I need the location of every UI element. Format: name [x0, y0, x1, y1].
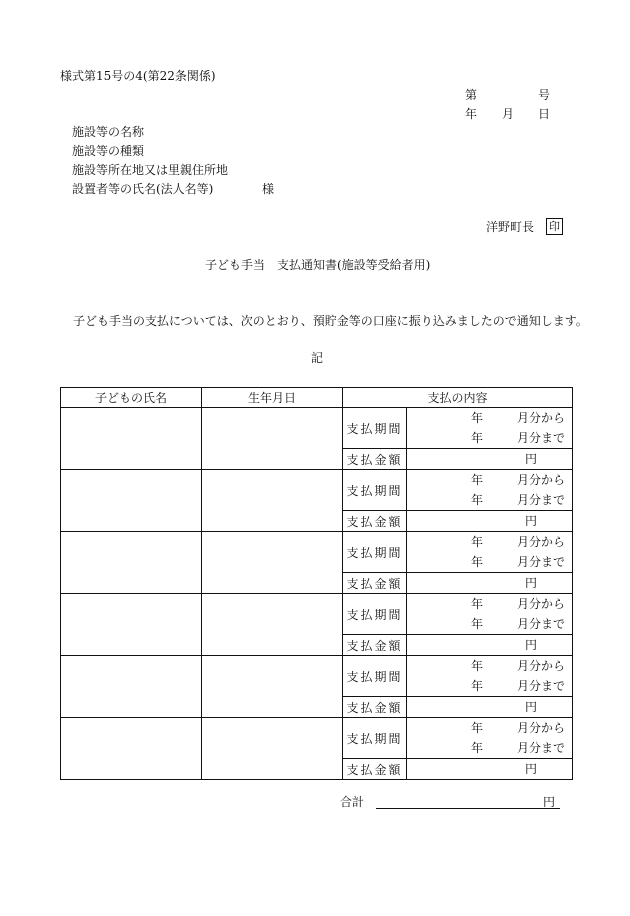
period-value-cell[interactable] — [407, 594, 573, 635]
amount-label: 支払金額 — [343, 449, 407, 470]
amount-yen: 円 — [525, 514, 538, 528]
date-year: 年 — [465, 107, 478, 121]
period-to-month: 月分まで — [517, 431, 566, 445]
doc-number-prefix: 第 — [465, 88, 478, 102]
period-value-cell[interactable] — [407, 408, 573, 449]
amount-yen: 円 — [525, 638, 538, 652]
birth-date-cell[interactable] — [202, 718, 343, 780]
period-from-month: 月分から — [517, 659, 566, 673]
period-to-year: 年 — [471, 431, 484, 445]
amount-label: 支払金額 — [343, 697, 407, 718]
birth-date-cell[interactable] — [202, 470, 343, 532]
amount-yen: 円 — [525, 700, 538, 714]
child-name-cell[interactable] — [61, 594, 202, 656]
period-from-year: 年 — [471, 659, 484, 673]
child-name-cell[interactable] — [61, 718, 202, 780]
seal-mark: 印 — [546, 218, 563, 235]
period-from-month: 月分から — [517, 411, 566, 425]
amount-value-cell[interactable] — [407, 573, 573, 594]
period-label: 支払期間 — [343, 532, 407, 573]
period-from-month: 月分から — [517, 721, 566, 735]
header-child-name: 子どもの氏名 — [61, 388, 202, 408]
period-to-year: 年 — [471, 741, 484, 755]
total-yen: 円 — [543, 795, 556, 809]
period-value-cell[interactable] — [407, 532, 573, 573]
period-value-cell[interactable] — [407, 656, 573, 697]
period-label: 支払期間 — [343, 656, 407, 697]
period-to-year: 年 — [471, 555, 484, 569]
period-label: 支払期間 — [343, 470, 407, 511]
amount-label: 支払金額 — [343, 573, 407, 594]
issuer-name: 洋野町長 — [486, 220, 535, 234]
period-to-year: 年 — [471, 493, 484, 507]
amount-yen: 円 — [525, 452, 538, 466]
document-title: 子ども手当 支払通知書(施設等受給者用) — [205, 258, 431, 272]
amount-value-cell[interactable] — [407, 635, 573, 656]
amount-label: 支払金額 — [343, 759, 407, 780]
addressee-facility-type: 施設等の種類 — [72, 144, 145, 158]
amount-value-cell[interactable] — [407, 511, 573, 532]
amount-value-cell[interactable] — [407, 759, 573, 780]
addressee-facility-name: 施設等の名称 — [72, 125, 145, 139]
date-day: 日 — [538, 107, 551, 121]
table-row — [61, 532, 573, 573]
child-name-cell[interactable] — [61, 470, 202, 532]
period-to-year: 年 — [471, 679, 484, 693]
period-from-year: 年 — [471, 473, 484, 487]
birth-date-cell[interactable] — [202, 532, 343, 594]
amount-label: 支払金額 — [343, 511, 407, 532]
period-from-year: 年 — [471, 597, 484, 611]
total-label: 合計 — [340, 795, 365, 809]
period-to-month: 月分まで — [517, 617, 566, 631]
period-to-month: 月分まで — [517, 679, 566, 693]
period-to-month: 月分まで — [517, 493, 566, 507]
addressee-owner-name: 設置者等の氏名(法人名等) — [72, 182, 214, 196]
period-from-month: 月分から — [517, 473, 566, 487]
period-label: 支払期間 — [343, 718, 407, 759]
table-row — [61, 594, 573, 635]
period-from-month: 月分から — [517, 535, 566, 549]
period-value-cell[interactable] — [407, 470, 573, 511]
header-birth-date: 生年月日 — [202, 388, 343, 408]
table-header-row — [61, 388, 573, 408]
birth-date-cell[interactable] — [202, 408, 343, 470]
form-number: 様式第15号の4(第22条関係) — [60, 69, 216, 83]
child-name-cell[interactable] — [61, 408, 202, 470]
amount-value-cell[interactable] — [407, 449, 573, 470]
total-amount-field[interactable] — [376, 808, 560, 809]
table-row — [61, 718, 573, 759]
amount-value-cell[interactable] — [407, 697, 573, 718]
table-row — [61, 656, 573, 697]
period-label: 支払期間 — [343, 408, 407, 449]
period-to-month: 月分まで — [517, 741, 566, 755]
period-from-year: 年 — [471, 721, 484, 735]
addressee-honorific: 様 — [262, 182, 275, 196]
ki-marker: 記 — [311, 351, 324, 365]
amount-yen: 円 — [525, 576, 538, 590]
amount-yen: 円 — [525, 762, 538, 776]
child-name-cell[interactable] — [61, 532, 202, 594]
period-from-month: 月分から — [517, 597, 566, 611]
birth-date-cell[interactable] — [202, 656, 343, 718]
header-payment-details: 支払の内容 — [343, 388, 573, 408]
addressee-facility-address: 施設等所在地又は里親住所地 — [72, 163, 229, 177]
period-to-month: 月分まで — [517, 555, 566, 569]
body-text: 子ども手当の支払については、次のとおり、預貯金等の口座に振り込みましたので通知します。 — [73, 314, 588, 328]
doc-number-suffix: 号 — [538, 88, 551, 102]
period-to-year: 年 — [471, 617, 484, 631]
child-name-cell[interactable] — [61, 656, 202, 718]
amount-label: 支払金額 — [343, 635, 407, 656]
payment-table — [60, 387, 573, 780]
period-from-year: 年 — [471, 535, 484, 549]
table-row — [61, 408, 573, 449]
period-label: 支払期間 — [343, 594, 407, 635]
date-month: 月 — [502, 107, 515, 121]
period-value-cell[interactable] — [407, 718, 573, 759]
birth-date-cell[interactable] — [202, 594, 343, 656]
period-from-year: 年 — [471, 411, 484, 425]
table-row — [61, 470, 573, 511]
